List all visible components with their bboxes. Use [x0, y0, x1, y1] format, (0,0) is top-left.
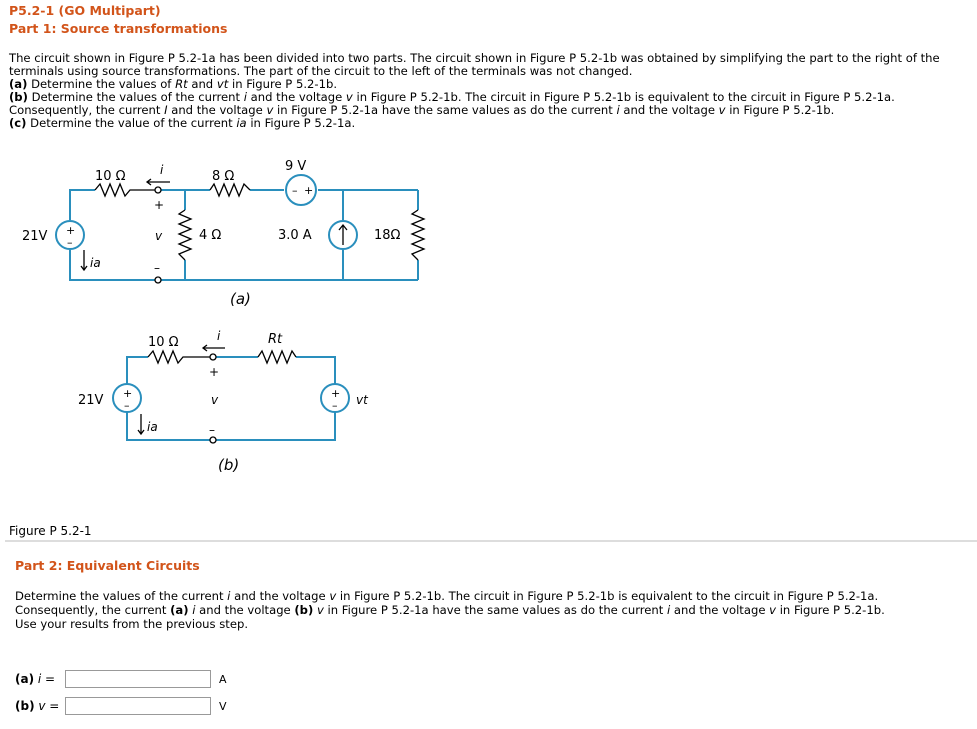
terminal-a-bottom — [155, 277, 161, 283]
label-b-i: i — [217, 329, 221, 343]
wire-b-bottom — [216, 412, 335, 440]
answer-b-input[interactable] — [65, 697, 211, 715]
answer-a-label: (a) i = — [15, 672, 56, 686]
answer-a-unit: A — [219, 672, 227, 686]
answer-row-a — [15, 669, 227, 689]
label-a-ia: ia — [90, 256, 101, 270]
part2-title: Part 2: Equivalent Circuits — [15, 558, 200, 573]
part1-intro: The circuit shown in Figure P 5.2-1a has been divided into two parts. The circuit shown in Figure P 5.2-1b was obtained by simplifying the part to the right of the terminals using source transformations. The part of the circuit to the left of the terminals was not changed. — [9, 51, 940, 78]
answer-b-unit: V — [219, 699, 227, 713]
resistor-b-10 — [148, 351, 211, 363]
wire-b-right — [296, 357, 335, 384]
part1-text — [9, 52, 969, 130]
terminal-a-top — [155, 187, 161, 193]
resistor-a-4 — [179, 210, 191, 260]
label-a-21v-plus: + — [66, 224, 76, 237]
label-b-caption: (b) — [218, 456, 240, 474]
label-b-minus: – — [209, 423, 215, 437]
answer-row-b — [15, 696, 227, 716]
label-b-21v-minus: – — [124, 399, 130, 412]
part1-item-a: (a) Determine the values of Rt and vt in Figure P 5.2-1b. — [9, 77, 338, 91]
answer-a-input[interactable] — [65, 670, 211, 688]
resistor-a-18 — [412, 210, 424, 260]
label-a-8ohm: 8 Ω — [212, 169, 235, 184]
label-a-caption: (a) — [230, 290, 251, 308]
resistor-a-10 — [95, 184, 155, 196]
label-b-10ohm: 10 Ω — [148, 335, 179, 350]
label-a-i: i — [160, 163, 164, 177]
label-a-21v-minus: – — [67, 236, 73, 249]
circuit-figure — [0, 150, 460, 480]
part1-item-b: (b) Determine the values of the current i and the voltage v in Figure P 5.2-1b. The circuit in Figure P 5.2-1b is equivalent to the circuit in Figure P 5.2-1a. Consequently, the current I and the voltage v in Figure P 5.2-1a have the same values as do the current i and the voltage v in Figure P 5.2-1b. — [9, 90, 895, 117]
answer-b-label: (b) v = — [15, 699, 60, 713]
label-a-9v-minus: – — [292, 184, 298, 197]
label-b-vt-plus: + — [331, 387, 341, 400]
label-b-plus: + — [209, 365, 220, 379]
figure-caption: Figure P 5.2-1 — [9, 524, 92, 538]
label-b-vt: vt — [356, 393, 368, 407]
label-a-9v: 9 V — [285, 159, 307, 174]
part1-item-c: (c) Determine the value of the current ia in Figure P 5.2-1a. — [9, 116, 356, 130]
resistor-a-8 — [210, 184, 250, 196]
label-b-ia: ia — [147, 420, 158, 434]
resistor-b-rt — [258, 351, 296, 363]
problem-title: P5.2-1 (GO Multipart) — [9, 3, 161, 18]
part1-title: Part 1: Source transformations — [9, 21, 228, 36]
label-a-10ohm: 10 Ω — [95, 169, 126, 184]
wire-b-left-bottom — [127, 412, 211, 440]
label-b-21v: 21V — [78, 393, 104, 408]
wire-b-left — [127, 357, 148, 384]
wire-a-left — [70, 190, 95, 220]
label-a-18ohm: 18Ω — [374, 228, 401, 243]
label-a-minus: – — [154, 261, 160, 275]
wire-a-left-bottom — [70, 250, 155, 280]
terminal-b-bottom — [210, 437, 216, 443]
label-b-v: v — [211, 393, 219, 407]
label-b-21v-plus: + — [123, 387, 133, 400]
label-a-4ohm: 4 Ω — [199, 228, 222, 243]
terminal-b-top — [210, 354, 216, 360]
label-b-rt: Rt — [268, 332, 283, 347]
label-a-9v-plus: + — [304, 184, 314, 197]
label-a-21v: 21V — [22, 229, 48, 244]
label-a-3a: 3.0 A — [278, 228, 312, 243]
label-b-vt-minus: – — [332, 399, 338, 412]
part2-text: Determine the values of the current i and the voltage v in Figure P 5.2-1b. The circuit in Figure P 5.2-1b is equivalent to the circuit in Figure P 5.2-1a. Consequently, the current (a) i and the voltage (b) v in Figure P 5.2-1a have the same values as do the current i and the voltage v in Figure P 5.2-1b. Use your results from the previous step. — [15, 589, 885, 631]
label-a-v: v — [155, 229, 163, 243]
label-a-plus: + — [154, 198, 165, 212]
